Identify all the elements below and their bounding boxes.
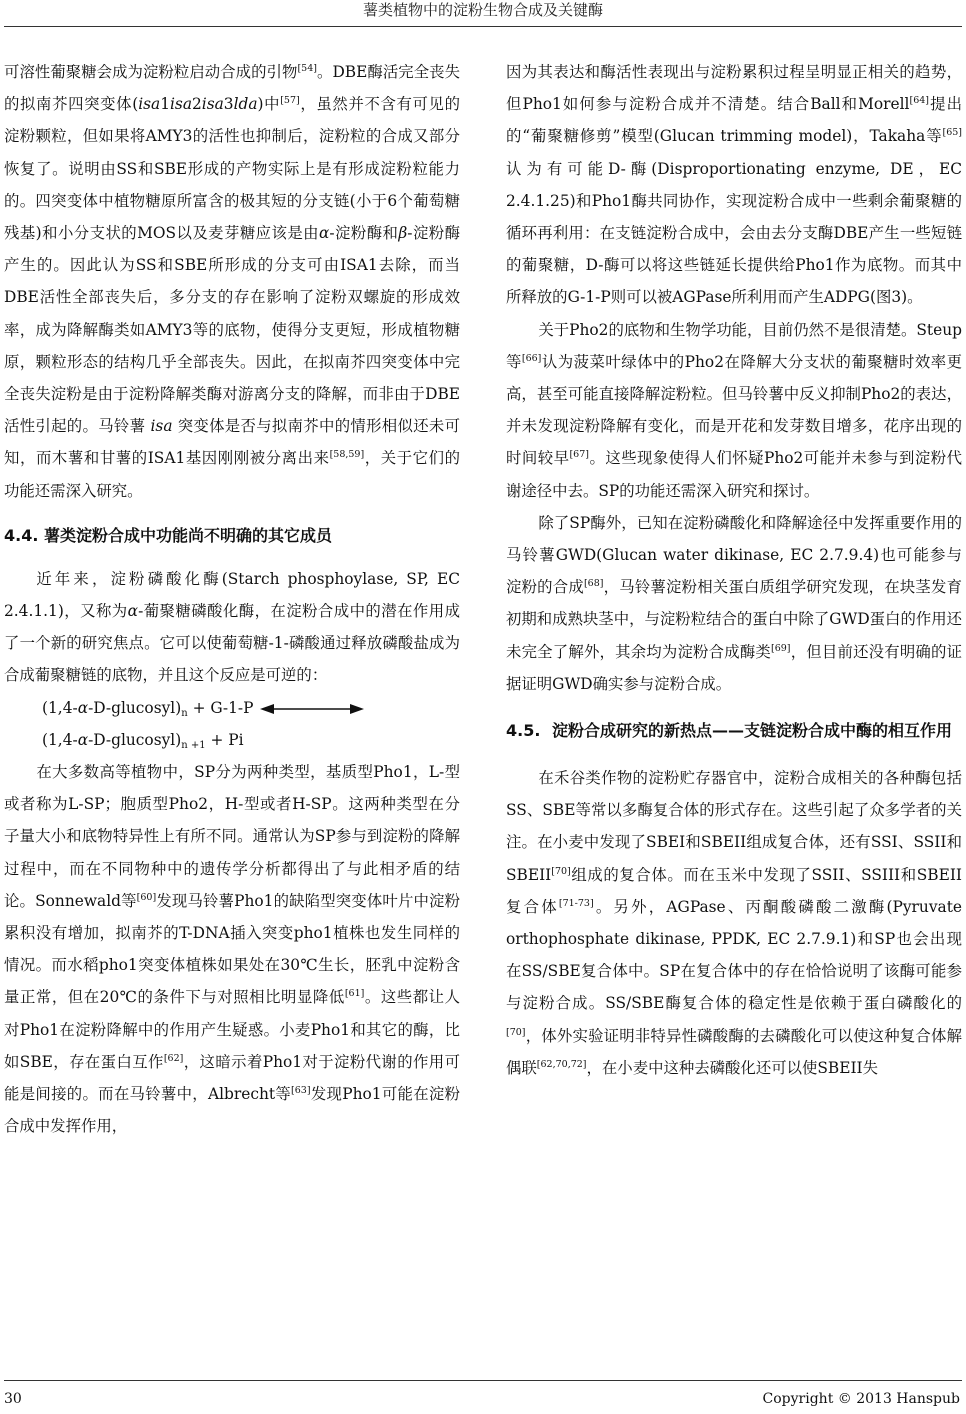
text-run: -淀粉酶产生的。因此认为SS和SBE所形成的分支可由ISA1去除，而当DBE活性全部丧失后，多分支的存在影响了淀粉双螺旋的形成效率，成为降解酶类如AMY3等的底物，使得分支更短，形成植物糖原，颗粒形态的结构几乎全部丧失。因此，在拟南芥四突变体中完全丧失淀粉是由于淀粉降解类酶对游离分支的降解，而非由于DBE活性引起的。马铃薯 [4, 224, 460, 436]
text-run: lda [233, 95, 258, 114]
text-run: ，关于它们的功能还需深入研究。 [4, 449, 460, 500]
text-run: -D-glucosyl) [88, 730, 182, 749]
text-run: 认为有可能D-酶(Disproportionating enzyme, DE，EC 2.4.1.25)和Pho1酶共同协作，实现淀粉合成中一些剩余葡聚糖的循环再利用：在支链淀粉合成中，会由去分支酶DBE产生一些短链的葡聚糖，D-酶可以将这些链延长提供给Pho1作为底物。而其中所释放的G-1-P则可以被AGPase所利用而产生ADPG(图3)。 [506, 159, 962, 307]
citation: [60] [136, 891, 157, 903]
text-run: -淀粉酶和 [329, 224, 399, 243]
citation: [58,59] [329, 449, 365, 461]
equation-right [42, 731, 244, 749]
footer-rule [4, 1380, 962, 1381]
text-run: -葡聚糖磷酸化酶，在淀粉合成中的潜在作用成了一个新的研究焦点。它可以使葡萄糖-1-磷酸通过释放磷酸盐成为合成葡聚糖链的底物，并且这个反应是可逆的： [4, 602, 461, 685]
text-run: isa [201, 95, 224, 114]
text-run: ，在小麦中这种去磷酸化还可以使SBEII失 [586, 1058, 879, 1077]
paragraph [4, 56, 460, 507]
header-rule [4, 26, 962, 27]
text-run: 因为其表达和酶活性表现出与淀粉累积过程呈明显正相关的趋势，但Pho1如何参与淀粉合成并不清楚。结合Ball和Morell [506, 63, 962, 114]
subscript: n +1 [181, 739, 206, 751]
equation-line-1 [4, 692, 460, 724]
equation-line-2 [4, 724, 460, 756]
text-run: α [319, 224, 330, 243]
citation: [62] [163, 1052, 184, 1064]
text-run: α [77, 698, 89, 717]
text-run: 3 [223, 95, 234, 114]
paragraph [506, 56, 962, 314]
text-run: -D-glucosyl) [88, 698, 182, 717]
text-run: ，这暗示着Pho1对于淀粉代谢的作用可能是间接的。而在马铃薯中，Albrecht等 [4, 1052, 460, 1104]
paragraph [4, 563, 460, 692]
text-run: ，体外实验证明非特异性磷酸酶的去磷酸化可以使这种复合体解偶联 [506, 1026, 962, 1077]
citation: [57] [280, 95, 300, 107]
subscript: n [181, 707, 188, 719]
text-run: ，虽然并不含有可见的淀粉颗粒，但如果将AMY3的活性也抑制后，淀粉粒的合成又部分恢复了。说明由SS和SBE形成的产物实际上是有形成淀粉粒能力的。四突变体中植物糖原所富含的极其短的分支链(小于6个葡萄糖残基)和小分支状的MOS以及麦芽糖应该是由 [4, 95, 460, 243]
text-run: 认为菠菜叶绿体中的Pho2在降解大分支状的葡聚糖时效率更高，甚至可能直接降解淀粉粒。但马铃薯中反义抑制Pho2的表达，并未发现淀粉降解有变化，而是开花和发芽数目增多，花序出现的时间较早 [506, 352, 962, 468]
text-run: 。另外，AGPase、丙酮酸磷酸二激酶(Pyruvate orthophosphate dikinase, PPDK, EC 2.7.9.1)和SP也会出现在SS/SBE复合体中。SP在复合体中的存在恰恰说明了该酶可能参与淀粉合成。SS/SBE酶复合体的稳定性是依赖于蛋白磷酸化的 [506, 897, 962, 1013]
text-run: 1 [160, 95, 170, 114]
text-run: 组成的复合体。而在玉米中发现了SSII、SSIII和SBEII复合体 [506, 865, 962, 916]
citation: [68] [583, 578, 604, 590]
text-run: 近年来，淀粉磷酸化酶(Starch phosphoylase, SP, EC 2.4.1.1)，又称为 [4, 569, 460, 621]
text-run: 发现马铃薯Pho1的缺陷型突变体叶片中淀粉累积没有增加，拟南芥的T-DNA插入突变pho1植株也发生同样的情况。而水稻pho1突变体植株如果处在30℃生长，胚乳中淀粉含量正常，但在20℃的条件下与对照相比明显降低 [4, 891, 460, 1007]
text-run: isa [138, 95, 161, 114]
copyright-notice: Copyright © 2013 Hanspub [762, 1391, 960, 1407]
citation: [63] [291, 1085, 311, 1097]
section-heading-4-5 [506, 714, 962, 748]
paragraph [506, 507, 962, 700]
citation: [65] [942, 127, 962, 139]
text-run: α [127, 602, 139, 621]
section-number: 4.5. [506, 721, 541, 741]
running-header: 薯类植物中的淀粉生物合成及关键酶 [362, 1, 603, 19]
paragraph [506, 762, 962, 1084]
text-run: + Pi [205, 730, 244, 749]
paragraph [4, 756, 460, 1142]
text-run: 在大多数高等植物中，SP分为两种类型，基质型Pho1，L-型或者称为L-SP；胞质型Pho2，H-型或者H-SP。这两种类型在分子量大小和底物特异性上有所不同。通常认为SP参与到淀粉的降解过程中，而在不同物种中的遗传学分析都得出了与此相矛盾的结论。Sonnewald等 [4, 763, 460, 910]
text-run: 2 [192, 95, 202, 114]
text-run: 发现Pho1可能在淀粉合成中发挥作用， [4, 1085, 460, 1136]
citation: [62,70,72] [536, 1058, 587, 1070]
text-run: 。这些现象使得人们怀疑Pho2可能并未参与到淀粉代谢途径中去。SP的功能还需深入研究和探讨。 [506, 449, 962, 500]
text-run: isa [150, 417, 173, 436]
citation: [61] [344, 988, 365, 1000]
citation: [70] [506, 1026, 526, 1038]
paragraph [506, 314, 962, 507]
text-run: (1,4- [42, 698, 78, 717]
text-run: 在禾谷类作物的淀粉贮存器官中，淀粉合成相关的各种酶包括SS、SBE等常以多酶复合体的形式存在。这些引起了众多学者的关注。在小麦中发现了SBEI和SBEII组成复合体，还有SSI、SSII和SBEII [506, 769, 962, 884]
left-column [4, 56, 460, 1143]
text-run: ，但目前还没有明确的证据证明GWD确实参与淀粉合成。 [506, 642, 962, 693]
text-run: 。DBE酶活完全丧失的拟南芥四突变体( [4, 63, 460, 114]
text-run: )中 [257, 95, 281, 114]
citation: [71-73] [558, 897, 594, 909]
text-run: (1,4- [42, 730, 78, 749]
citation: [64] [909, 95, 929, 107]
text-run: + G-1-P [187, 698, 254, 717]
text-run: ，马铃薯淀粉相关蛋白质组学研究发现，在块茎发育初期和成熟块茎中，与淀粉粒结合的蛋白中除了GWD蛋白的作用还未完全了解外，其余均为淀粉合成酶类 [506, 578, 963, 661]
text-run: 除了SP酶外，已知在淀粉磷酸化和降解途径中发挥重要作用的马铃薯GWD(Glucan water dikinase, EC 2.7.9.4)也可能参与淀粉的合成 [506, 513, 962, 597]
text-run: 。这些都让人对Pho1在淀粉降解中的作用产生疑惑。小麦Pho1和其它的酶，比如SBE，存在蛋白互作 [4, 988, 460, 1071]
section-heading-4-4: 4.4. 薯类淀粉合成中功能尚不明确的其它成员 [4, 525, 332, 545]
citation: [67] [569, 449, 589, 461]
citation: [66] [521, 352, 542, 364]
text-run: 关于Pho2的底物和生物学功能，目前仍然不是很清楚。Steup等 [506, 320, 962, 371]
section-title: 淀粉合成研究的新热点——支链淀粉合成中酶的相互作用 [552, 721, 953, 741]
text-run: α [77, 730, 89, 749]
citation: [69] [771, 642, 791, 654]
text-run: 提出的“葡聚糖修剪”模型(Glucan trimming model)，Takaha等 [506, 95, 962, 146]
right-column [506, 56, 962, 1084]
equation-left [42, 699, 253, 717]
page-number: 30 [4, 1391, 22, 1407]
text-run: 可溶性葡聚糖会成为淀粉粒启动合成的引物 [4, 63, 298, 81]
text-run: 突变体是否与拟南芥中的情形相似还未可知，而木薯和甘薯的ISA1基因刚刚被分离出来 [4, 417, 460, 468]
citation: [70] [551, 865, 571, 877]
text-run: β [398, 224, 408, 243]
citation: [54] [297, 63, 317, 74]
text-run: isa [170, 95, 192, 114]
reversible-arrow-icon [260, 703, 364, 715]
